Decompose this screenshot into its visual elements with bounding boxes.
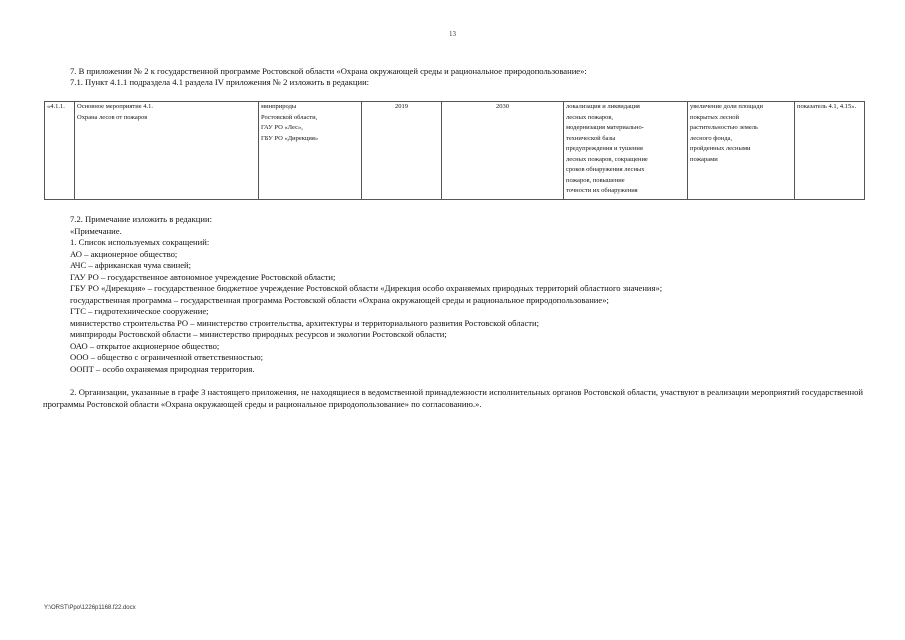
note-line: министерство строительства РО – министерство строительства, архитектуры и территориального развития Ростовской области; [70, 317, 539, 328]
expected-result-cell: локализация и ликвидация лесных пожаров, модернизация материально- технической базы предупреждения и тушения лесных пожаров, сокращение сроков обнаружения лесных пожаров, повышение точности их обнаружения [564, 102, 688, 200]
measure-cell: Основное мероприятие 4.1. Охрана лесов от пожаров [75, 102, 259, 200]
amendment-table [44, 101, 865, 200]
note-line: ООПТ – особо охраняемая природная территория. [70, 363, 255, 374]
item-number-cell: «4.1.1. [45, 102, 75, 200]
note-line: 1. Список используемых сокращений: [70, 237, 210, 247]
note-line: ГТС – гидротехническое сооружение; [70, 306, 209, 316]
note-line: «Примечание. [70, 225, 122, 236]
note-line: 7.2. Примечание изложить в редакции: [70, 214, 212, 224]
end-year-cell: 2030 [442, 102, 564, 200]
executors-cell: минприроды Ростовской области, ГАУ РО «Лес», ГБУ РО «Дирекция» [259, 102, 362, 200]
amendment-subheading: 7.1. Пункт 4.1.1 подраздела 4.1 раздела IV приложения № 2 изложить в редакции: [70, 77, 370, 87]
note-line: минприроды Ростовской области – министерство природных ресурсов и экологии Ростовской области; [70, 329, 447, 339]
note-line: АО – акционерное общество; [70, 248, 178, 259]
note-line: государственная программа – государственная программа Ростовской области «Охрана окружающей среды и рациональное природопользование»; [70, 294, 609, 305]
note-section [70, 214, 870, 375]
footer-file-path: Y:\ORST\Ppo\1226p1168.f22.docx [44, 605, 136, 611]
note-line: АЧС – африканская чума свиней; [70, 260, 192, 270]
note-line: ГБУ РО «Дирекция» – государственное бюджетное учреждение Ростовской области «Дирекция особо охраняемых природных территорий областного значения»; [70, 283, 663, 293]
note-line: ООО – общество с ограниченной ответственностью; [70, 352, 264, 362]
note-paragraph-2: 2. Организации, указанные в графе 3 настоящего приложения, не находящиеся в ведомственной принадлежности исполнительных органов Ростовской области, участвуют в реализации мероприятий государственной программы Ростовской области «Охрана окружающей среды и рациональное природопользование» по согласованию.». [43, 387, 863, 409]
note-line: ГАУ РО – государственное автономное учреждение Ростовской области; [70, 271, 336, 282]
note-line: ОАО – открытое акционерное общество; [70, 340, 220, 351]
table-row [45, 102, 865, 200]
consequences-cell: увеличение доли площади покрытых лесной растительностью земель лесного фонда, пройденных лесными пожарами [688, 102, 795, 200]
amendment-heading: 7. В приложении № 2 к государственной программе Ростовской области «Охрана окружающей среды и рациональное природопользование»: [70, 66, 587, 76]
start-year-cell: 2019 [362, 102, 442, 200]
indicators-cell: показатель 4.1, 4.15». [795, 102, 865, 200]
page-number: 13 [449, 30, 456, 38]
